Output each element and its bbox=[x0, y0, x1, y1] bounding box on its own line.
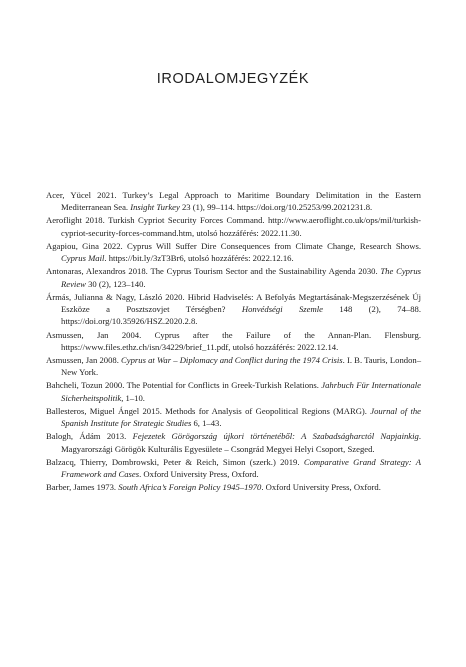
entry-italic-title: South Africa’s Foreign Policy 1945–1970 bbox=[118, 482, 262, 493]
bibliography-entry bbox=[46, 379, 421, 403]
entry-text: , 1–10. bbox=[121, 392, 145, 403]
entry-italic-title: The Cyprus Review bbox=[61, 266, 421, 289]
entry-text: Asmussen, Jan 2008. bbox=[46, 355, 122, 365]
bibliography-entry bbox=[46, 214, 421, 238]
entry-text: Ballesteros, Miguel Ángel 2015. Methods for Analysis of Geopolitical Regions (MARG). bbox=[46, 405, 371, 416]
bibliography-entry bbox=[46, 189, 421, 213]
bibliography-entry bbox=[46, 405, 421, 429]
entry-text: Barber, James 1973. bbox=[46, 482, 119, 493]
entry-italic-title: Journal of the Spanish Institute for Strategic Studies bbox=[61, 405, 422, 429]
bibliography-entry bbox=[46, 456, 421, 480]
entry-text: . Oxford University Press, Oxford. bbox=[139, 469, 259, 480]
bibliography-entry bbox=[46, 329, 421, 353]
bibliography-entry bbox=[46, 291, 421, 327]
entry-text: . https://bit.ly/3zT3Br6, utolsó hozzáférés: 2022.12.16. bbox=[104, 253, 294, 264]
entry-text: . Oxford University Press, Oxford. bbox=[261, 482, 381, 493]
entry-italic-title: Honvédségi Szemle bbox=[241, 304, 323, 315]
bibliography-entry bbox=[46, 481, 421, 493]
bibliography-entry bbox=[46, 430, 421, 454]
entry-text: 23 (1), 99–114. https://doi.org/10.25253/99.2021231.8. bbox=[179, 202, 373, 213]
entry-text: . Magyarországi Görögök Kulturális Egyesülete – Csongrád Megyei Helyi Csoport, Szeged. bbox=[61, 431, 421, 454]
entry-text: Balogh, Ádám 2013. bbox=[46, 431, 133, 442]
entry-italic-title: Fejezetek Görögország újkori történetéből: A Szabadságharctól Napjainkig bbox=[132, 431, 419, 442]
entry-text: Antonaras, Alexandros 2018. The Cyprus Tourism Sector and the Sustainability Agenda 2030. bbox=[46, 266, 381, 277]
entry-text: Acer, Yücel 2021. Turkey’s Legal Approach to Maritime Boundary Delimitation in the Eastern Mediterranean Sea. bbox=[46, 190, 421, 213]
bibliography-entry bbox=[46, 354, 421, 378]
entry-text: 6, 1–43. bbox=[191, 418, 222, 429]
entry-italic-title: Cyprus at War – Diplomacy and Conflict during the 1974 Crisis bbox=[121, 355, 343, 365]
entry-text: Balzacq, Thierry, Dombrowski, Peter & Reich, Simon (szerk.) 2019. bbox=[46, 456, 304, 467]
entry-text: 30 (2), 123–140. bbox=[85, 278, 146, 289]
entry-text: . I. B. Tauris, London–New York. bbox=[61, 355, 422, 378]
entry-text: Agapiou, Gina 2022. Cyprus Will Suffer Dire Consequences from Climate Change, Research Shows. bbox=[46, 240, 421, 251]
bibliography-list bbox=[46, 189, 421, 495]
entry-italic-title: Jahrbuch Für Internationale Sicherheitspolitik bbox=[61, 380, 421, 403]
entry-text: 148 (2), 74–88. https://doi.org/10.35926/HSZ.2020.2.8. bbox=[61, 304, 422, 327]
bibliography-entry bbox=[46, 265, 421, 289]
entry-italic-title: Comparative Grand Strategy: A Framework and Cases bbox=[61, 456, 421, 480]
entry-text: Aeroflight 2018. Turkish Cypriot Security Forces Command. http://www.aeroflight.co.uk/ops/mil/turkish-cypriot-security-forces-command.htm, utolsó hozzáférés: 2022.11.30. bbox=[46, 215, 421, 238]
entry-text: Bahcheli, Tozun 2000. The Potential for Conflicts in Greek-Turkish Relations. bbox=[46, 380, 322, 391]
entry-text: Asmussen, Jan 2004. Cyprus after the Failure of the Annan-Plan. Flensburg. https://www.files.ethz.ch/isn/34229/brief_11.pdf, utolsó hozzáférés: 2022.12.14. bbox=[46, 329, 421, 352]
entry-italic-title: Cyprus Mail bbox=[61, 253, 105, 264]
entry-text: Ármás, Julianna & Nagy, László 2020. Hibrid Hadviselés: A Befolyás Megtartásának-Megszerzésének Új Eszköze a Posztszovjet Térségben? bbox=[46, 291, 421, 315]
bibliography-entry bbox=[46, 240, 421, 264]
page-title: IRODALOMJEGYZÉK bbox=[156, 71, 310, 87]
entry-italic-title: Insight Turkey bbox=[130, 202, 180, 213]
